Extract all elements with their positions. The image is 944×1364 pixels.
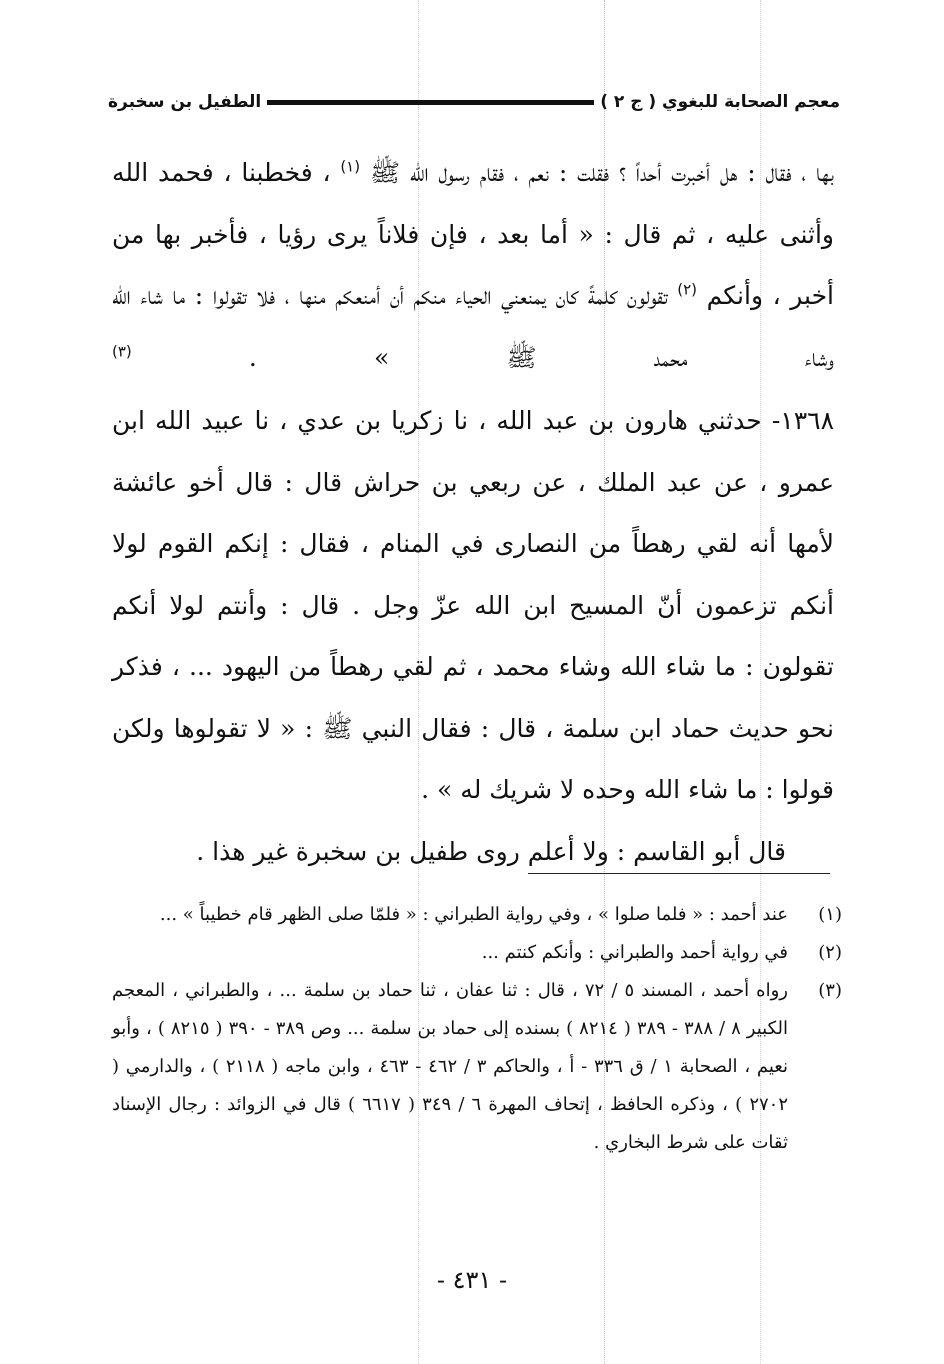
footnote-separator <box>528 873 830 874</box>
footnote-3 <box>112 972 842 1162</box>
header-rule <box>267 100 594 105</box>
text-run: تقولون كلمةً كان يمنعني الحياء منكم أن أمنعكم منها ، فلا تقولوا : ما شاء الله وشاء محمد ﷺ » . <box>112 281 835 372</box>
footnote-number: (٣) <box>818 980 842 1001</box>
header-section-title: الطفيل بن سخبرة <box>108 92 262 112</box>
main-text <box>112 142 834 882</box>
text-run: ، فخطبنا ، فحمد الله وأثنى عليه ، ثم قال : « أما بعد ، فإن فلاناً يرى رؤيا ، فأخبر بها من أخبر ، وأنكم <box>112 158 834 310</box>
paragraph-hadith-continuation <box>112 142 834 388</box>
footnote-number: (١) <box>818 904 842 925</box>
paragraph-closing-remark: قال أبو القاسم : ولا أعلم روى طفيل بن سخبرة غير هذا . <box>196 836 786 866</box>
footnote-ref-3: (٣) <box>112 342 132 361</box>
text-run: بها ، فقال : هل أخبرت أحداً ؟ فقلت : نعم ، فقام رسول الله ﷺ <box>369 158 834 187</box>
footnote-number: (٢) <box>818 942 842 963</box>
page-number: - ٤٣١ - <box>436 1266 508 1294</box>
footnote-text: رواه أحمد ، المسند ٥ / ٧٢ ، قال : ثنا عفان ، ثنا حماد بن سلمة ... ، والطبراني ، المعجم الكبير ٨ / ٣٨٨ - ٣٨٩ ( ٨٢١٤ ) بسنده إلى حماد بن سلمة ... وص ٣٨٩ - ٣٩٠ ( ٨٢١٥ ) ، وأبو نعيم ، الصحابة ١ / ق ٣٣٦ - أ ، والحاكم ٣ / ٤٦٢ - ٤٦٣ ، وابن ماجه ( ٢١١٨ ) ، والدارمي ( ٢٧٠٢ ) ، وذكره الحافظ ، إتحاف المهرة ٦ / ٣٤٩ ( ٦٦١٧ ) قال في الزوائد : رجال الإسناد ثقات على شرط البخاري . <box>112 980 789 1153</box>
footnote-ref-2: (٢) <box>677 280 697 299</box>
footnote-1 <box>112 896 842 934</box>
footnote-text: في رواية أحمد والطبراني : وأنكم كنتم ... <box>481 942 788 963</box>
footnote-2 <box>112 934 842 972</box>
footnotes <box>112 896 842 1162</box>
header-book-title: معجم الصحابة للبغوي ( ج ٢ ) <box>600 92 840 112</box>
paragraph-hadith-1368: ١٣٦٨- حدثني هارون بن عبد الله ، نا زكريا بن عدي ، نا عبيد الله ابن عمرو ، عن عبد الملك ، عن ربعي بن حراش قال : قال أخو عائشة لأمها أنه لقي رهطاً من النصارى في المنام ، فقال : إنكم القوم لولا أنكم تزعمون أنّ المسيح ابن الله عزّ وجل . قال : وأنتم لولا أنكم تقولون : ما شاء الله وشاء محمد ، ثم لقي رهطاً من اليهود ... ، فذكر نحو حديث حماد ابن سلمة ، قال : فقال النبي ﷺ : « لا تقولوها ولكن قولوا : ما شاء الله وحده لا شريك له » . <box>112 406 834 804</box>
footnote-text: عند أحمد : « فلما صلوا » ، وفي رواية الطبراني : « فلمّا صلى الظهر قام خطيباً » ... <box>159 904 788 925</box>
running-header <box>108 88 840 116</box>
footnote-ref-1: (١) <box>340 157 361 176</box>
